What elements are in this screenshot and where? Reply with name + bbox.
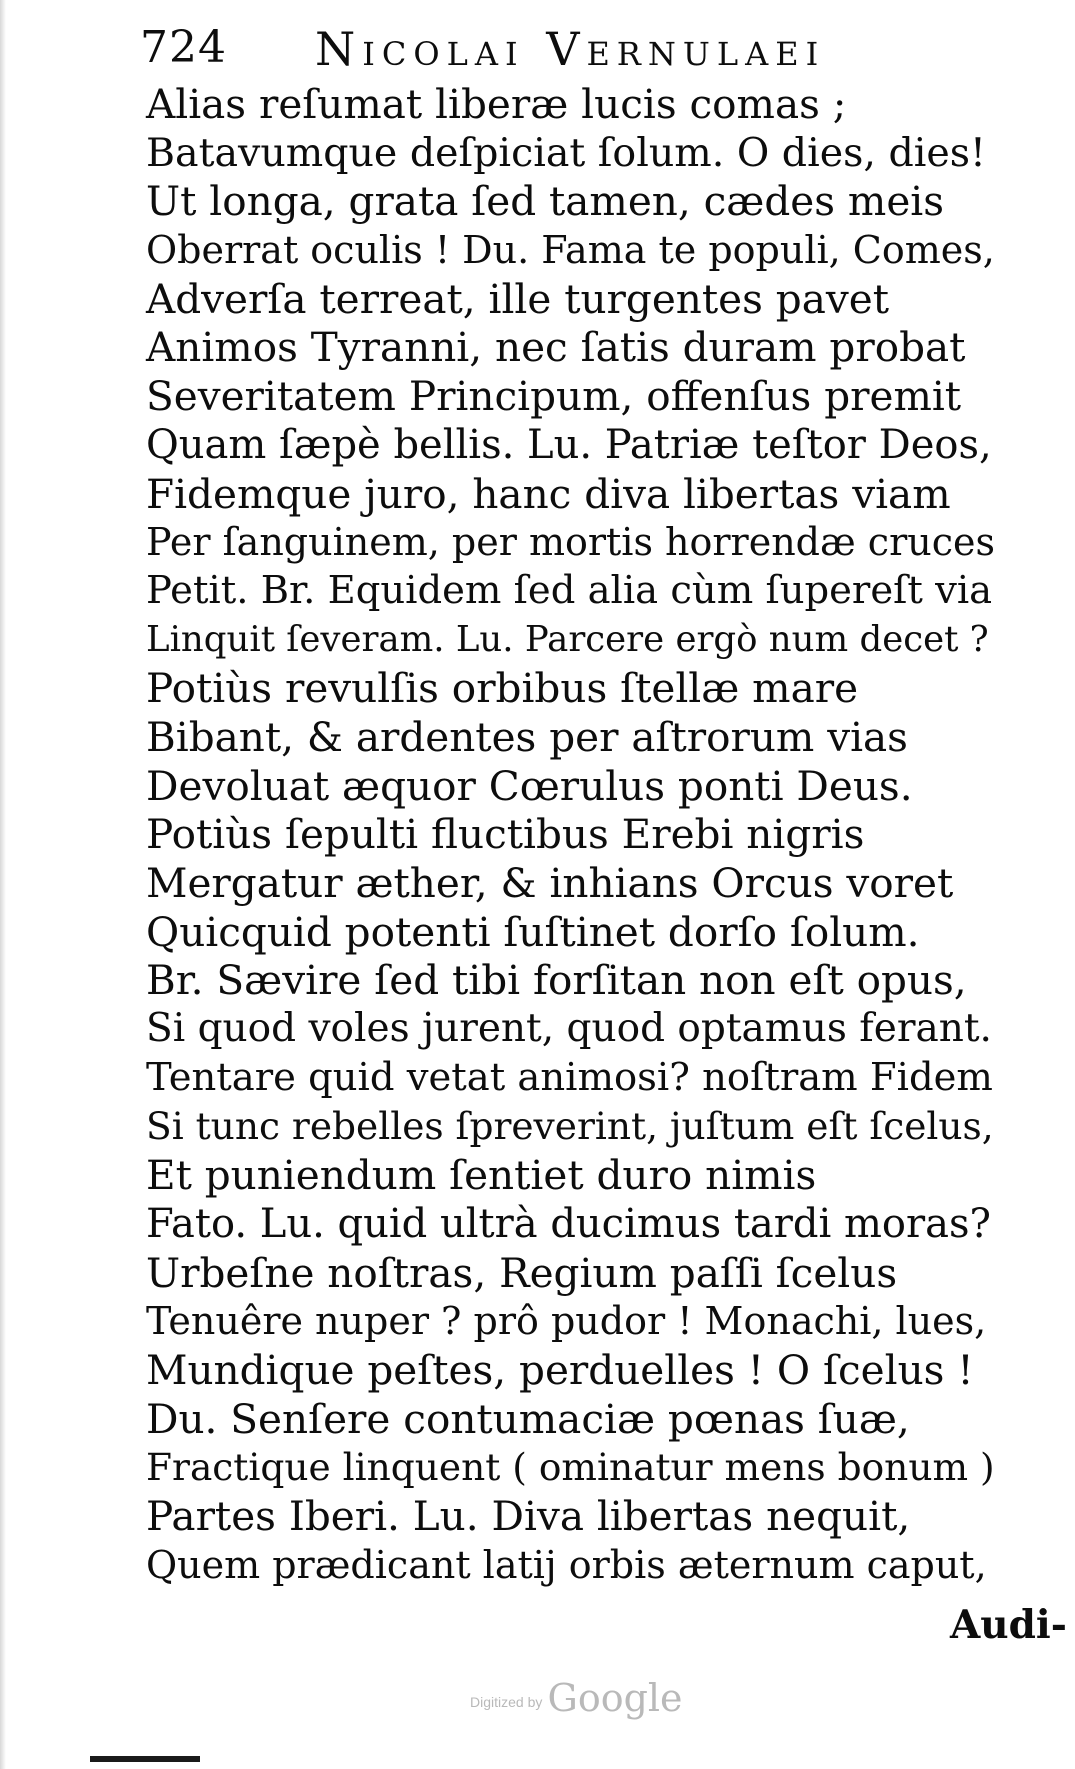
verse-line: Linquit ſeveram. Lu. Parcere ergò num decet ? — [146, 618, 989, 660]
verse-line: Potiùs ſepulti fluctibus Erebi nigris — [146, 810, 865, 859]
page-number: 724 — [140, 22, 227, 73]
verse-line: Br. Sævire ſed tibi forſitan non eſt opus, — [146, 956, 967, 1005]
verse-line: Tentare quid vetat animosi? noſtram Fidem — [146, 1054, 993, 1100]
bottom-rule — [90, 1756, 200, 1762]
verse-line: Batavumque deſpiciat ſolum. O dies, dies! — [146, 129, 986, 176]
verse-line: Quicquid potenti ſuſtinet dorſo ſolum. — [146, 907, 920, 956]
verse-line: Partes Iberi. Lu. Diva libertas nequit, — [146, 1491, 911, 1540]
verse-line: Petit. Br. Equidem ſed alia cùm ſupereſt via — [146, 567, 993, 613]
page-edge-shadow — [0, 0, 6, 1769]
verse-line: Ut longa, grata ſed tamen, cædes meis — [146, 177, 945, 226]
verse-line: Potiùs revulſis orbibus ſtellæ mare — [146, 664, 859, 713]
verse-line: Mundique peſtes, perduelles ! O ſcelus ! — [146, 1345, 974, 1394]
verse-line: Urbeſne noſtras, Regium paſſi ſcelus — [146, 1248, 898, 1297]
verse-line: Oberrat oculis ! Du. Fama te populi, Comes, — [146, 228, 995, 273]
verse-line: Alias reſumat liberæ lucis comas ; — [146, 80, 847, 128]
verse-line: Severitatem Principum, offenſus premit — [146, 372, 962, 421]
verse-line: Tenuêre nuper ? prô pudor ! Monachi, lues, — [146, 1299, 987, 1344]
verse-line: Si tunc rebelles ſpreverint, juſtum eſt ſcelus, — [146, 1104, 994, 1149]
verse-line: Fractique linquent ( ominatur mens bonum ) — [146, 1445, 995, 1490]
page-header — [140, 14, 940, 84]
verse-line: Per ſanguinem, per mortis horrendæ cruces — [146, 520, 995, 565]
verse-line: Du. Senſere contumaciæ pœnas ſuæ, — [146, 1394, 910, 1443]
verse-line: Et puniendum ſentiet duro nimis — [146, 1151, 817, 1200]
watermark-logo-text: Google — [547, 1676, 683, 1720]
verse-text-block — [146, 80, 996, 1589]
catchword: Audi- — [950, 1602, 1067, 1648]
verse-line: Fidemque juro, hanc diva libertas viam — [146, 469, 951, 518]
verse-line: Mergatur æther, & inhians Orcus voret — [146, 859, 954, 907]
verse-line: Bibant, & ardentes per aſtrorum vias — [146, 712, 908, 761]
verse-line: Quem prædicant latij orbis æternum caput, — [146, 1542, 987, 1587]
verse-line: Animos Tyranni, nec ſatis duram probat — [146, 323, 966, 372]
verse-line: Quam ſæpè bellis. Lu. Patriæ teſtor Deos, — [146, 421, 992, 468]
running-head: Nicolai Vernulaei — [315, 22, 826, 76]
digitized-watermark — [470, 1676, 683, 1720]
verse-line: Fato. Lu. quid ultrà ducimus tardi moras? — [146, 1200, 991, 1247]
verse-line: Si quod voles jurent, quod optamus ferant. — [146, 1006, 992, 1052]
watermark-small-text: Digitized by — [470, 1694, 543, 1710]
verse-line: Adverſa terreat, ille turgentes pavet — [146, 274, 889, 323]
verse-line: Devoluat æquor Cœrulus ponti Deus. — [146, 761, 913, 810]
